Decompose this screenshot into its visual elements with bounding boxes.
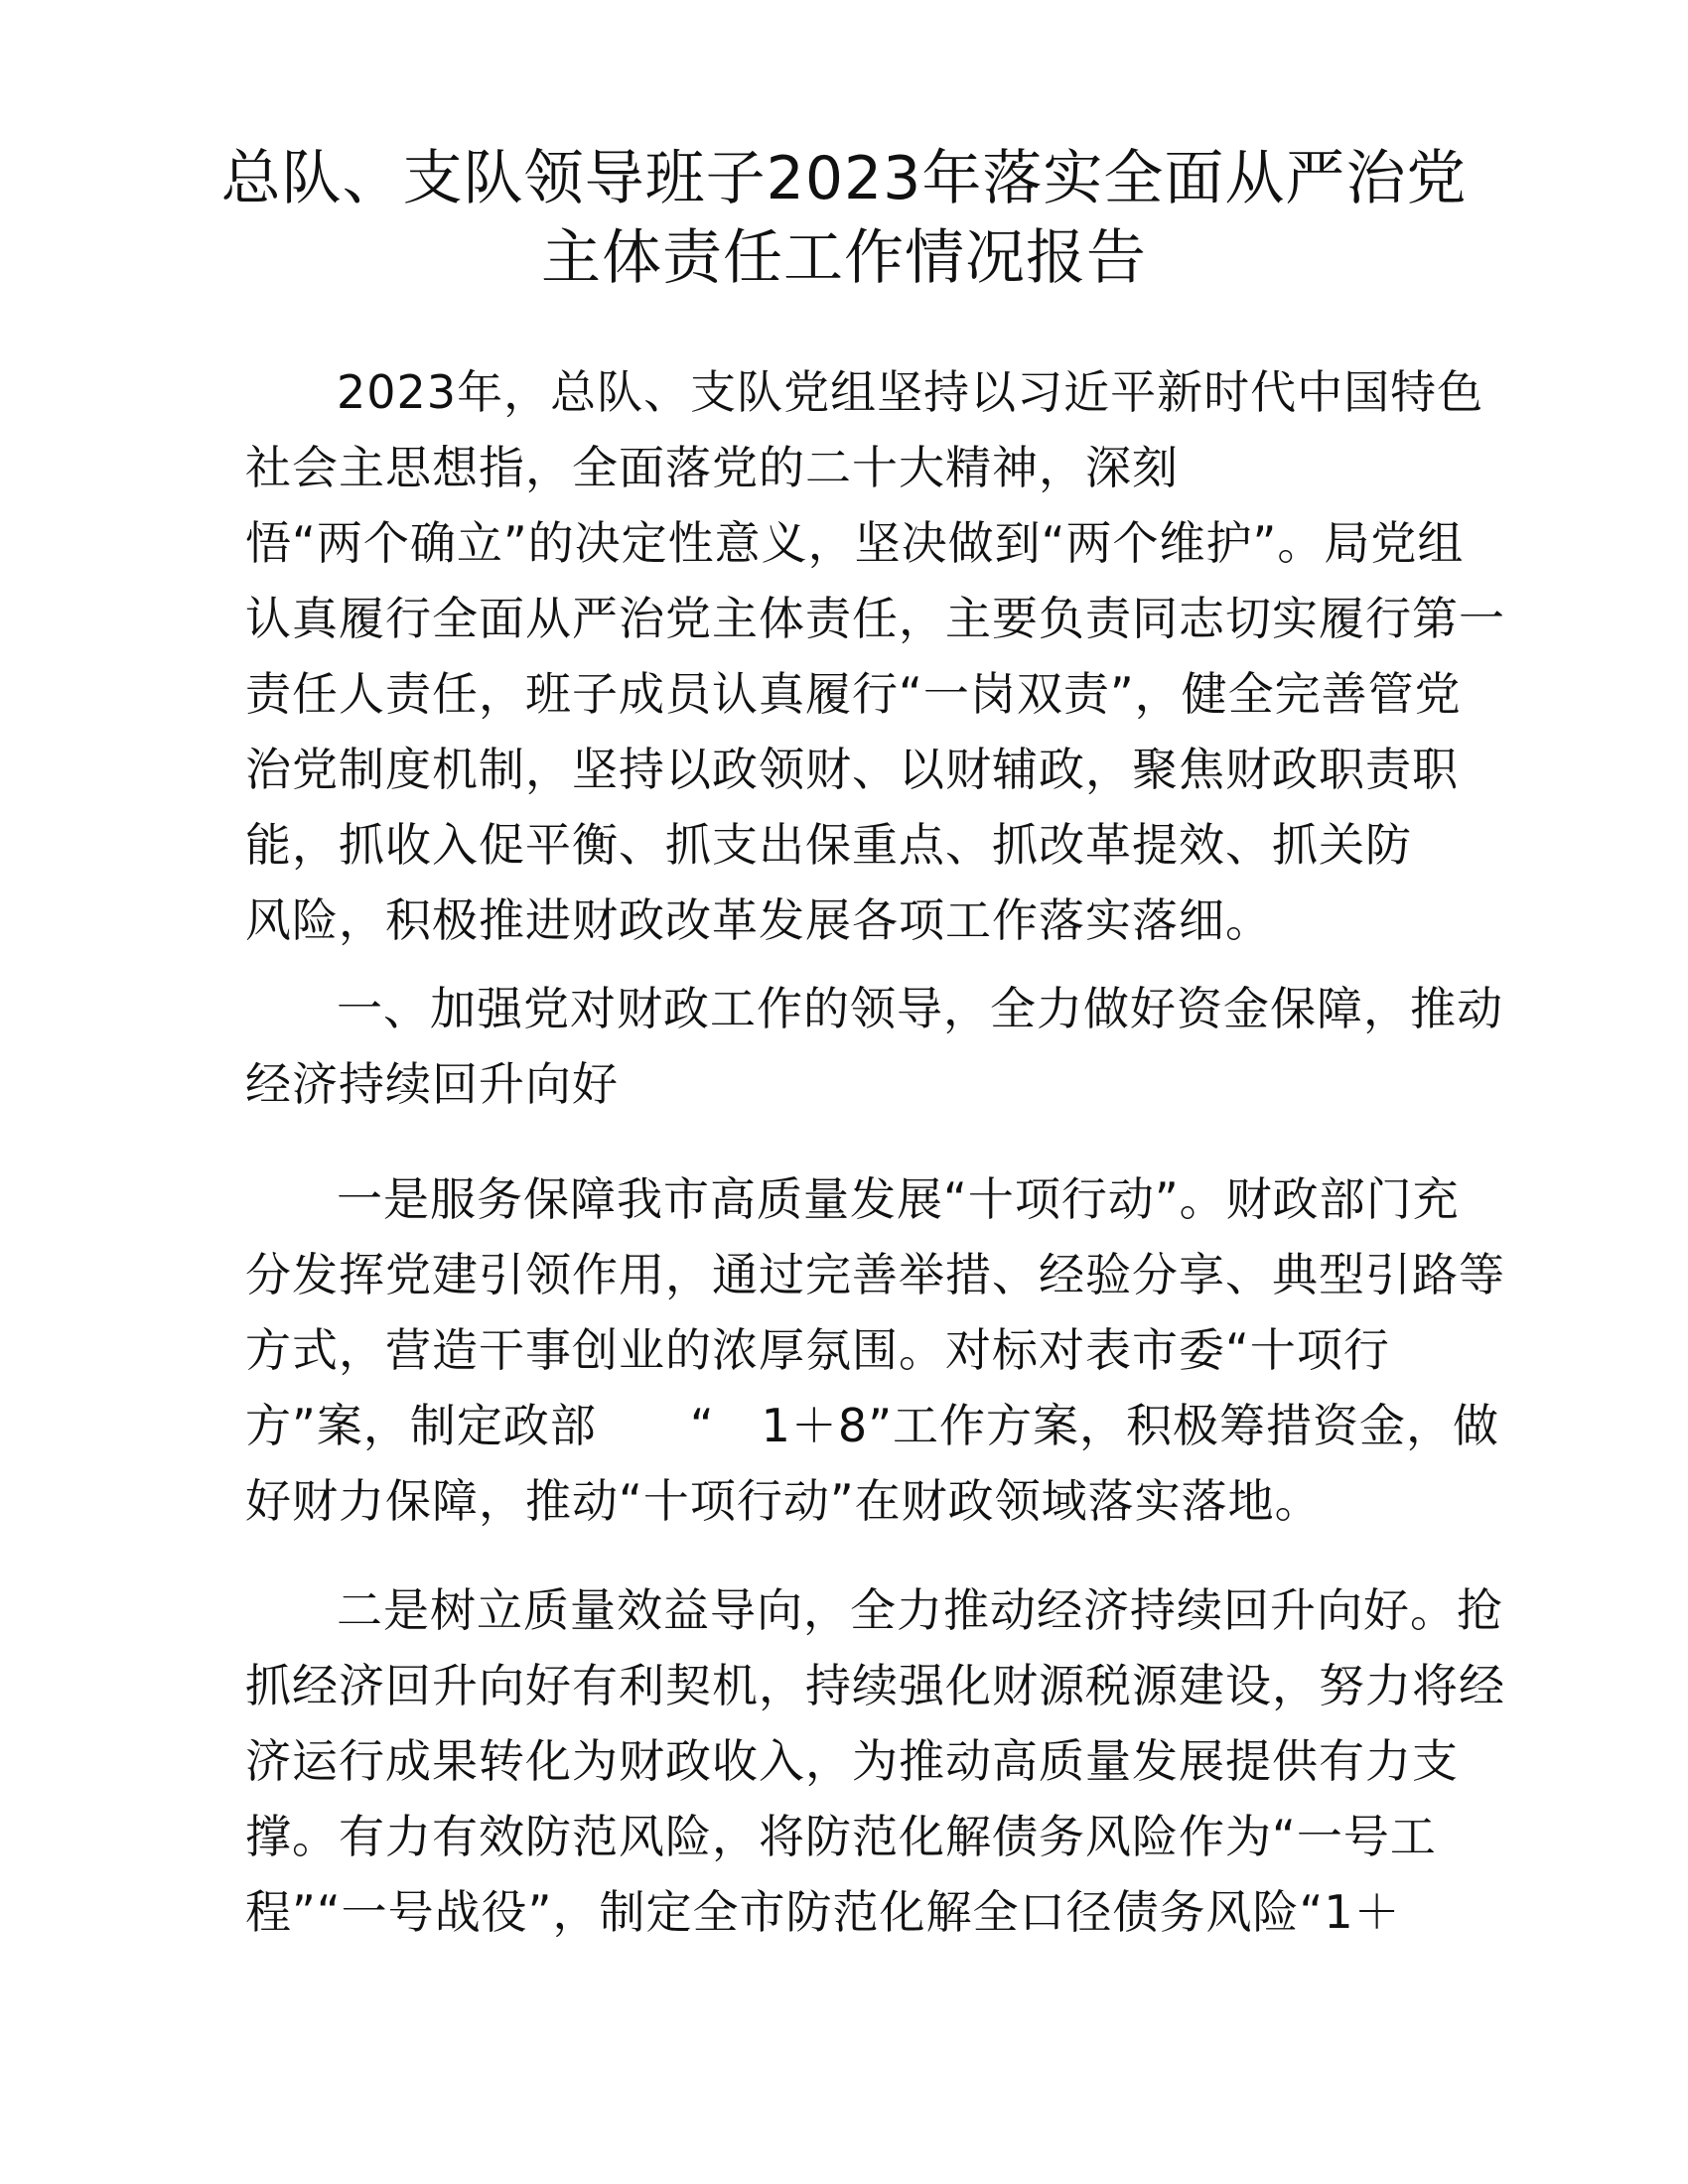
paragraph-4-line-5: 程”“一号战役”，制定全市防范化解全口径债务风险“1＋ [245,1885,1401,1939]
paragraph-1-line-5: 责任人责任，班子成员认真履行“一岗双责”，健全完善管党 [245,667,1462,721]
section-heading-line-2: 经济持续回升向好 [245,1057,619,1111]
section-heading-line-1: 一、加强党对财政工作的领导，全力做好资金保障，推动 [337,982,1503,1035]
paragraph-1-line-1: 2023年，总队、支队党组坚持以习近平新时代中国特色 [337,365,1484,419]
paragraph-3-line-1: 一是服务保障我市高质量发展“十项行动”。财政部门充 [337,1172,1460,1226]
paragraph-4-line-3: 济运行成果转化为财政收入，为推动高质量发展提供有力支 [245,1734,1459,1788]
paragraph-3-line-3: 方式，营造干事创业的浓厚氛围。对标对表市委“十项行 [245,1323,1390,1377]
title-line-2: 主体责任工作情况报告 [541,223,1147,293]
paragraph-4-line-1: 二是树立质量效益导向，全力推动经济持续回升向好。抢 [337,1583,1503,1637]
paragraph-1-line-6: 治党制度机制，坚持以政领财、以财辅政，聚焦财政职责职 [245,743,1459,796]
title-line-1: 总队、支队领导班子2023年落实全面从严治党 [220,144,1468,213]
paragraph-3-line-4: 方”案，制定政部 “ 1＋8”工作方案，积极筹措资金，做 [245,1399,1500,1452]
paragraph-3-line-5: 好财力保障，推动“十项行动”在财政领域落实落地。 [245,1474,1322,1528]
paragraph-1-line-2: 社会主思想指，全面落党的二十大精神，深刻 [245,441,1179,494]
paragraph-1-line-4: 认真履行全面从严治党主体责任，主要负责同志切实履行第一 [245,592,1505,645]
paragraph-3-line-2: 分发挥党建引领作用，通过完善举措、经验分享、典型引路等 [245,1248,1505,1301]
paragraph-4-line-2: 抓经济回升向好有利契机，持续强化财源税源建设，努力将经 [245,1659,1505,1712]
paragraph-4-line-4: 撑。有力有效防范风险，将防范化解债务风险作为“一号工 [245,1810,1437,1863]
paragraph-1-line-7: 能，抓收入促平衡、抓支出保重点、抓改革提效、抓关防 [245,818,1412,872]
paragraph-1-line-3: 悟“两个确立”的决定性意义，坚决做到“两个维护”。局党组 [245,516,1465,570]
paragraph-1-line-8: 风险，积极推进财政改革发展各项工作落实落细。 [245,893,1272,947]
